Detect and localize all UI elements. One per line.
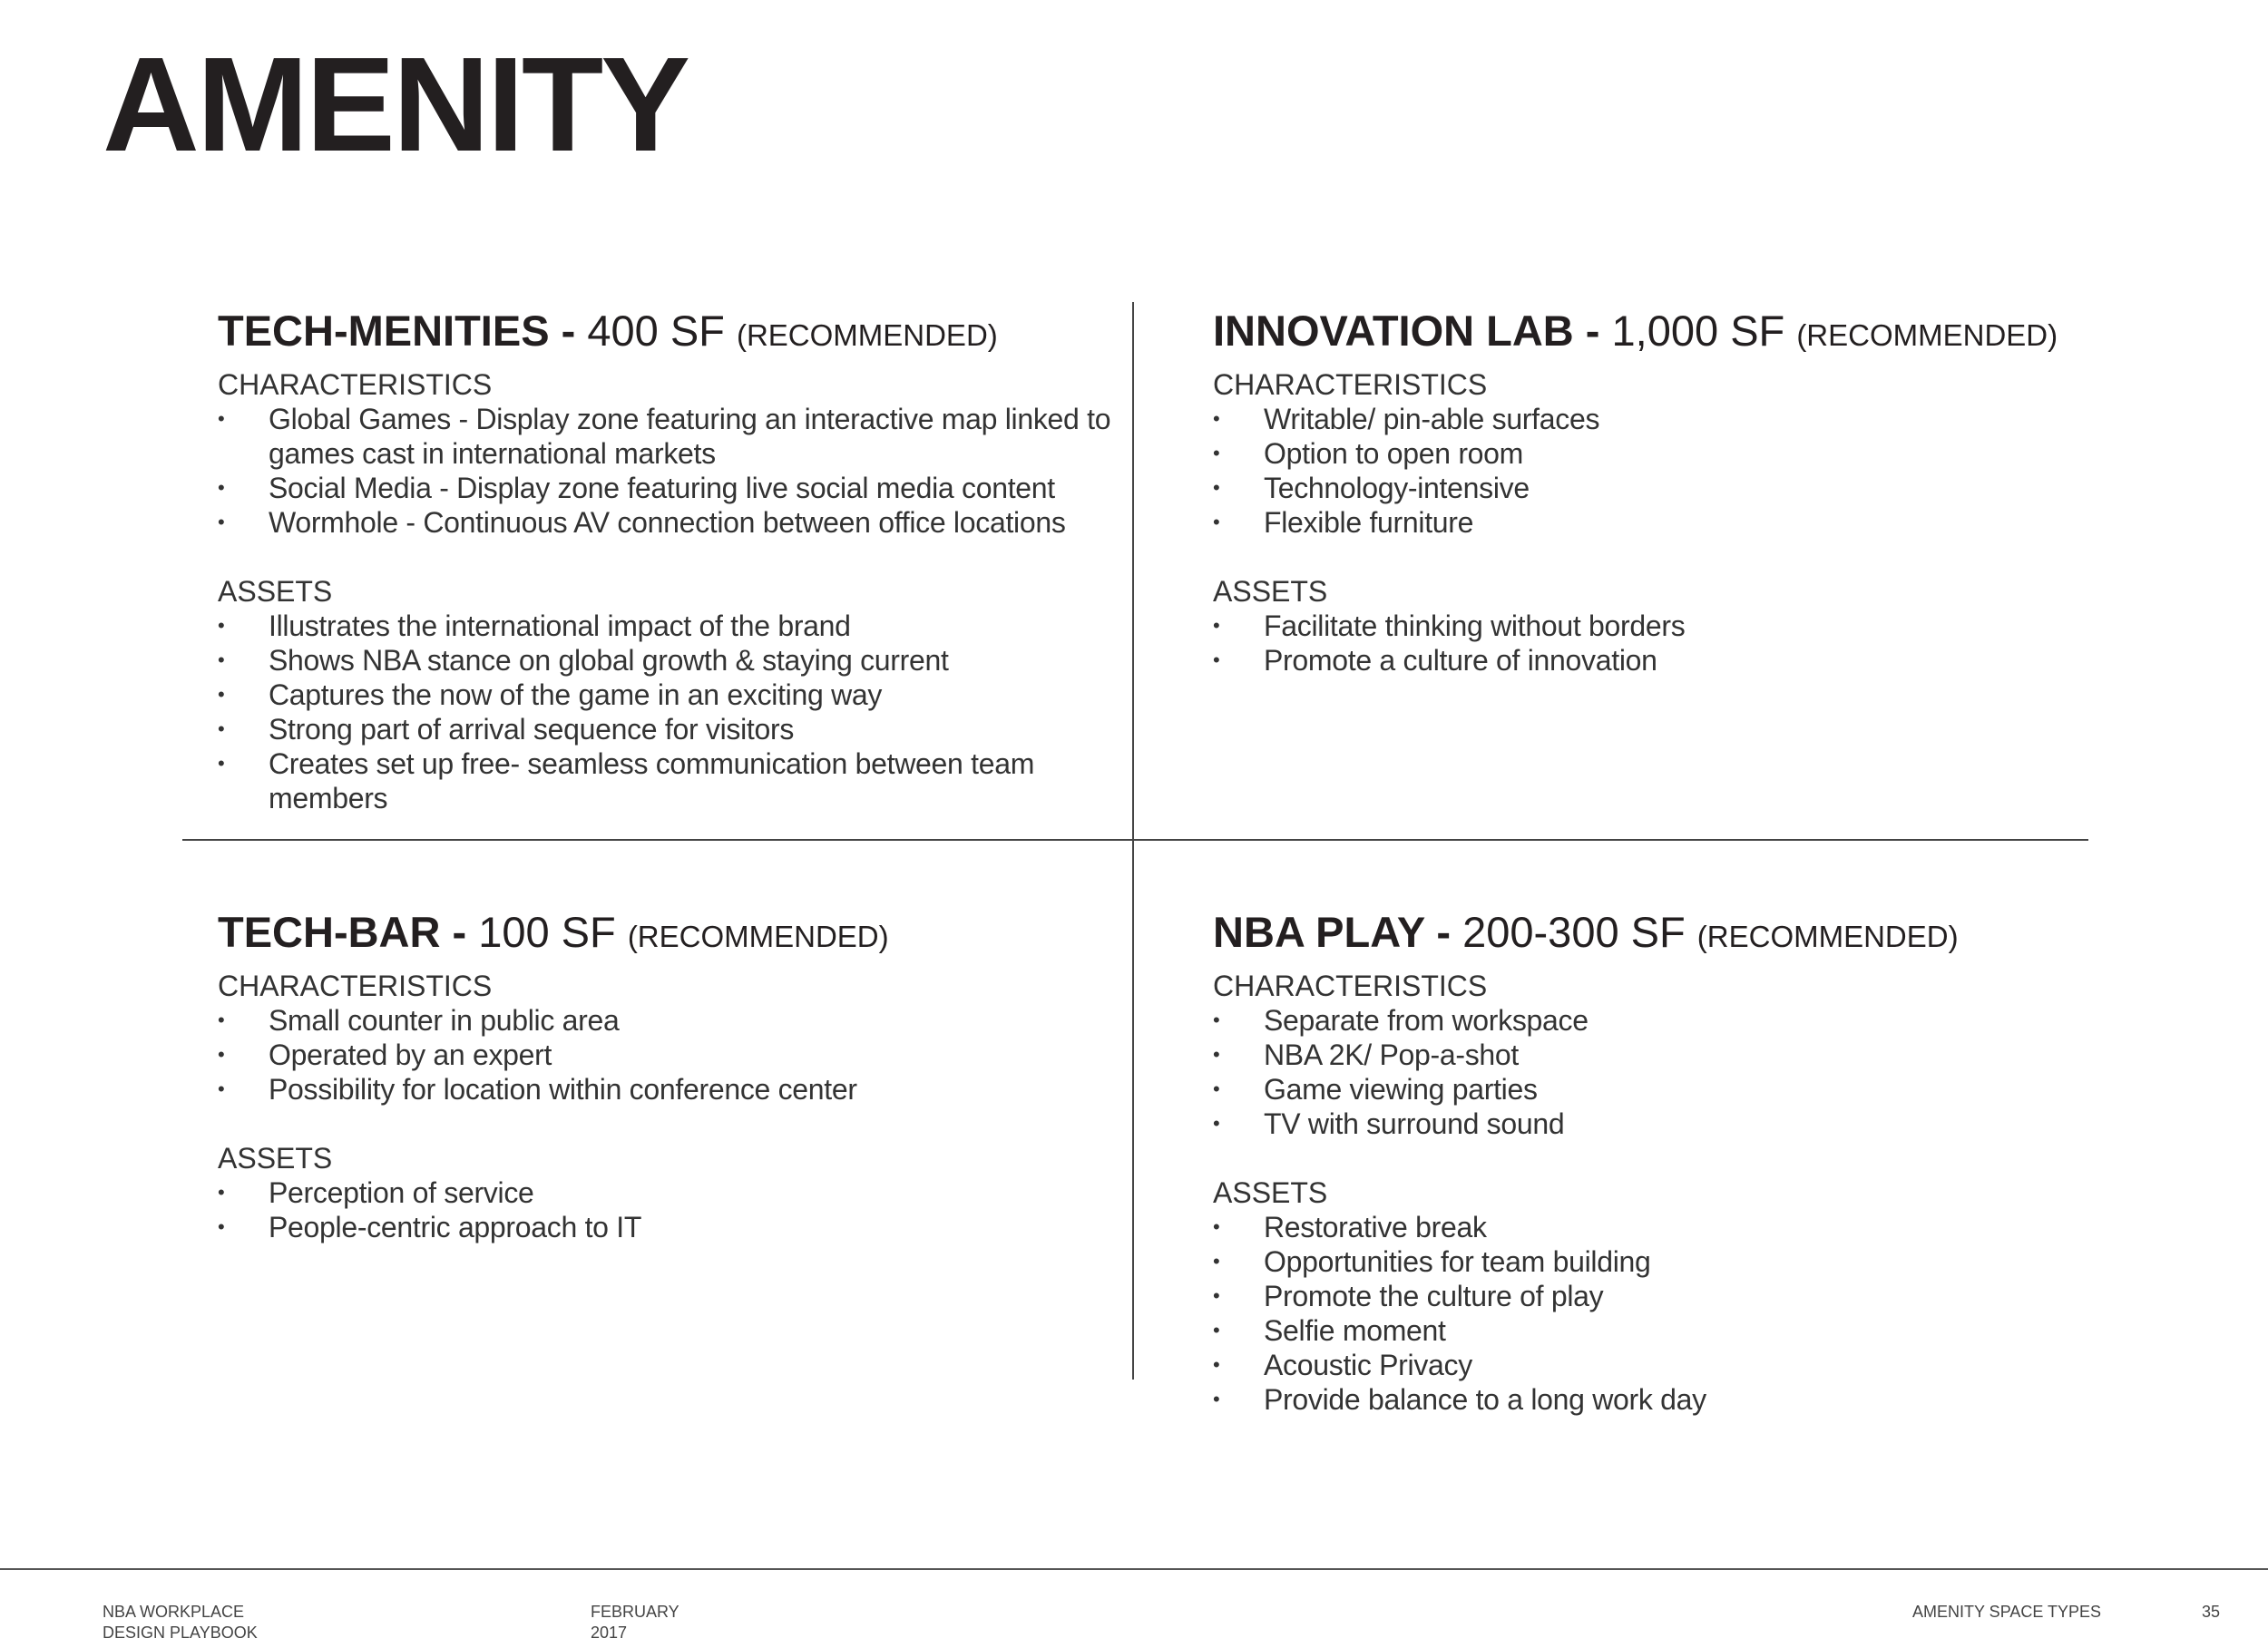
section-separator: - — [1424, 908, 1463, 956]
bullet-icon: • — [218, 407, 225, 431]
item-text: Writable/ pin-able surfaces — [1264, 403, 1600, 436]
bullet-icon: • — [1213, 1078, 1220, 1101]
footer-divider — [0, 1568, 2268, 1570]
item-text: Option to open room — [1264, 437, 1524, 471]
bullet-icon: • — [218, 752, 225, 775]
assets-label: ASSETS — [1213, 575, 1328, 609]
section-heading — [218, 907, 1143, 958]
item-text: TV with surround sound — [1264, 1107, 1565, 1141]
item-text: Technology-intensive — [1264, 472, 1530, 505]
list-item — [218, 746, 1143, 815]
page-title: AMENITY — [103, 30, 688, 180]
section-area: 100 SF — [478, 908, 616, 956]
item-text: Facilitate thinking without borders — [1264, 609, 1686, 643]
item-text: Captures the now of the game in an exciting way — [269, 678, 883, 712]
bullet-icon: • — [218, 683, 225, 707]
item-text: Possibility for location within conference center — [269, 1073, 857, 1107]
item-text: Global Games - Display zone featuring an interactive map linked to games cast in international markets — [269, 403, 1111, 471]
item-text: Promote the culture of play — [1264, 1280, 1604, 1313]
list-item — [1213, 1072, 2156, 1107]
section-separator: - — [549, 307, 588, 355]
bullet-icon: • — [1213, 442, 1220, 465]
item-text: Opportunities for team building — [1264, 1245, 1651, 1279]
list-item — [1213, 436, 2156, 471]
section-heading — [218, 306, 1143, 356]
bullet-icon: • — [1213, 1250, 1220, 1273]
list-item — [1213, 1210, 2156, 1244]
bullet-icon: • — [1213, 1319, 1220, 1342]
recommended-note: (RECOMMENDED) — [736, 318, 998, 352]
characteristics-label: CHARACTERISTICS — [218, 970, 493, 1003]
assets-label: ASSETS — [218, 1142, 333, 1175]
list-item — [1213, 1279, 2156, 1313]
list-item — [218, 609, 1143, 643]
item-text: Shows NBA stance on global growth & staying current — [269, 644, 949, 678]
section-name: TECH-BAR — [218, 908, 441, 956]
bullet-icon: • — [1213, 1284, 1220, 1308]
item-text: Perception of service — [269, 1176, 534, 1210]
footer-date-line2: 2017 — [591, 1624, 628, 1642]
characteristics-list — [218, 1003, 1143, 1107]
list-item — [218, 402, 1143, 471]
bullet-icon: • — [218, 1215, 225, 1239]
list-item — [218, 643, 1143, 678]
bullet-icon: • — [1213, 614, 1220, 638]
list-item — [1213, 609, 2156, 643]
list-item — [218, 1210, 1143, 1244]
item-text: Provide balance to a long work day — [1264, 1383, 1706, 1417]
horizontal-divider — [182, 839, 2088, 841]
item-text: Strong part of arrival sequence for visitors — [269, 713, 795, 746]
item-text: Selfie moment — [1264, 1314, 1446, 1348]
characteristics-label: CHARACTERISTICS — [218, 368, 493, 402]
list-item — [218, 1072, 1143, 1107]
list-item — [1213, 1244, 2156, 1279]
bullet-icon: • — [218, 476, 225, 500]
bullet-icon: • — [218, 1043, 225, 1067]
recommended-note: (RECOMMENDED) — [1796, 318, 2058, 352]
bullet-icon: • — [218, 1009, 225, 1032]
assets-list — [218, 1175, 1143, 1244]
item-text: Social Media - Display zone featuring live social media content — [269, 472, 1055, 505]
list-item — [218, 471, 1143, 505]
bullet-icon: • — [1213, 1215, 1220, 1239]
section-name: NBA PLAY — [1213, 908, 1425, 956]
list-item — [218, 678, 1143, 712]
recommended-note: (RECOMMENDED) — [1696, 920, 1959, 953]
item-text: Restorative break — [1264, 1211, 1487, 1244]
section-nba-play — [1213, 907, 2156, 1417]
bullet-icon: • — [1213, 476, 1220, 500]
item-text: Wormhole - Continuous AV connection between office locations — [269, 506, 1066, 540]
list-item — [218, 1038, 1143, 1072]
bullet-icon: • — [1213, 1009, 1220, 1032]
bullet-icon: • — [218, 614, 225, 638]
recommended-note: (RECOMMENDED) — [627, 920, 889, 953]
item-text: Creates set up free- seamless communication between team members — [269, 747, 1035, 815]
characteristics-label: CHARACTERISTICS — [1213, 970, 1488, 1003]
list-item — [1213, 1313, 2156, 1348]
assets-list — [1213, 609, 2156, 678]
section-name: INNOVATION LAB — [1213, 307, 1574, 355]
bullet-icon: • — [1213, 511, 1220, 534]
section-separator: - — [440, 908, 479, 956]
footer-date-line1: FEBRUARY — [591, 1603, 679, 1621]
assets-label: ASSETS — [218, 575, 333, 609]
section-area: 200-300 SF — [1462, 908, 1686, 956]
list-item — [1213, 1038, 2156, 1072]
list-item — [1213, 1382, 2156, 1417]
assets-list — [1213, 1210, 2156, 1417]
bullet-icon: • — [218, 717, 225, 741]
list-item — [1213, 505, 2156, 540]
list-item — [1213, 643, 2156, 678]
section-area: 400 SF — [587, 307, 725, 355]
bullet-icon: • — [1213, 648, 1220, 672]
item-text: Game viewing parties — [1264, 1073, 1538, 1107]
assets-label: ASSETS — [1213, 1176, 1328, 1210]
section-heading — [1213, 306, 2156, 356]
item-text: NBA 2K/ Pop-a-shot — [1264, 1039, 1519, 1072]
section-name: TECH-MENITIES — [218, 307, 550, 355]
bullet-icon: • — [218, 1181, 225, 1204]
list-item — [1213, 471, 2156, 505]
section-heading — [1213, 907, 2156, 958]
item-text: Separate from workspace — [1264, 1004, 1589, 1038]
characteristics-list — [218, 402, 1143, 540]
characteristics-list — [1213, 402, 2156, 540]
bullet-icon: • — [1213, 1388, 1220, 1411]
item-text: Acoustic Privacy — [1264, 1349, 1472, 1382]
characteristics-list — [1213, 1003, 2156, 1141]
bullet-icon: • — [218, 648, 225, 672]
footer-publication-line2: DESIGN PLAYBOOK — [103, 1624, 258, 1642]
footer-date — [591, 1602, 679, 1643]
list-item — [1213, 402, 2156, 436]
section-area: 1,000 SF — [1611, 307, 1785, 355]
item-text: Flexible furniture — [1264, 506, 1474, 540]
list-item — [1213, 1107, 2156, 1141]
list-item — [1213, 1348, 2156, 1382]
section-innovation-lab — [1213, 306, 2156, 678]
section-tech-menities — [218, 306, 1143, 815]
item-text: Operated by an expert — [269, 1039, 552, 1072]
footer-chapter: AMENITY SPACE TYPES — [1912, 1603, 2102, 1621]
item-text: Illustrates the international impact of the brand — [269, 609, 851, 643]
list-item — [218, 505, 1143, 540]
list-item — [218, 1003, 1143, 1038]
assets-list — [218, 609, 1143, 815]
bullet-icon: • — [1213, 1043, 1220, 1067]
list-item — [1213, 1003, 2156, 1038]
footer-publication — [103, 1602, 258, 1643]
footer-publication-line1: NBA WORKPLACE — [103, 1603, 245, 1621]
bullet-icon: • — [1213, 1353, 1220, 1377]
list-item — [218, 712, 1143, 746]
bullet-icon: • — [218, 511, 225, 534]
item-text: Small counter in public area — [269, 1004, 620, 1038]
section-separator: - — [1573, 307, 1612, 355]
item-text: Promote a culture of innovation — [1264, 644, 1657, 678]
list-item — [218, 1175, 1143, 1210]
bullet-icon: • — [1213, 407, 1220, 431]
characteristics-label: CHARACTERISTICS — [1213, 368, 1488, 402]
bullet-icon: • — [218, 1078, 225, 1101]
bullet-icon: • — [1213, 1112, 1220, 1136]
section-tech-bar — [218, 907, 1143, 1244]
footer-page-number: 35 — [2202, 1603, 2221, 1621]
item-text: People-centric approach to IT — [269, 1211, 642, 1244]
